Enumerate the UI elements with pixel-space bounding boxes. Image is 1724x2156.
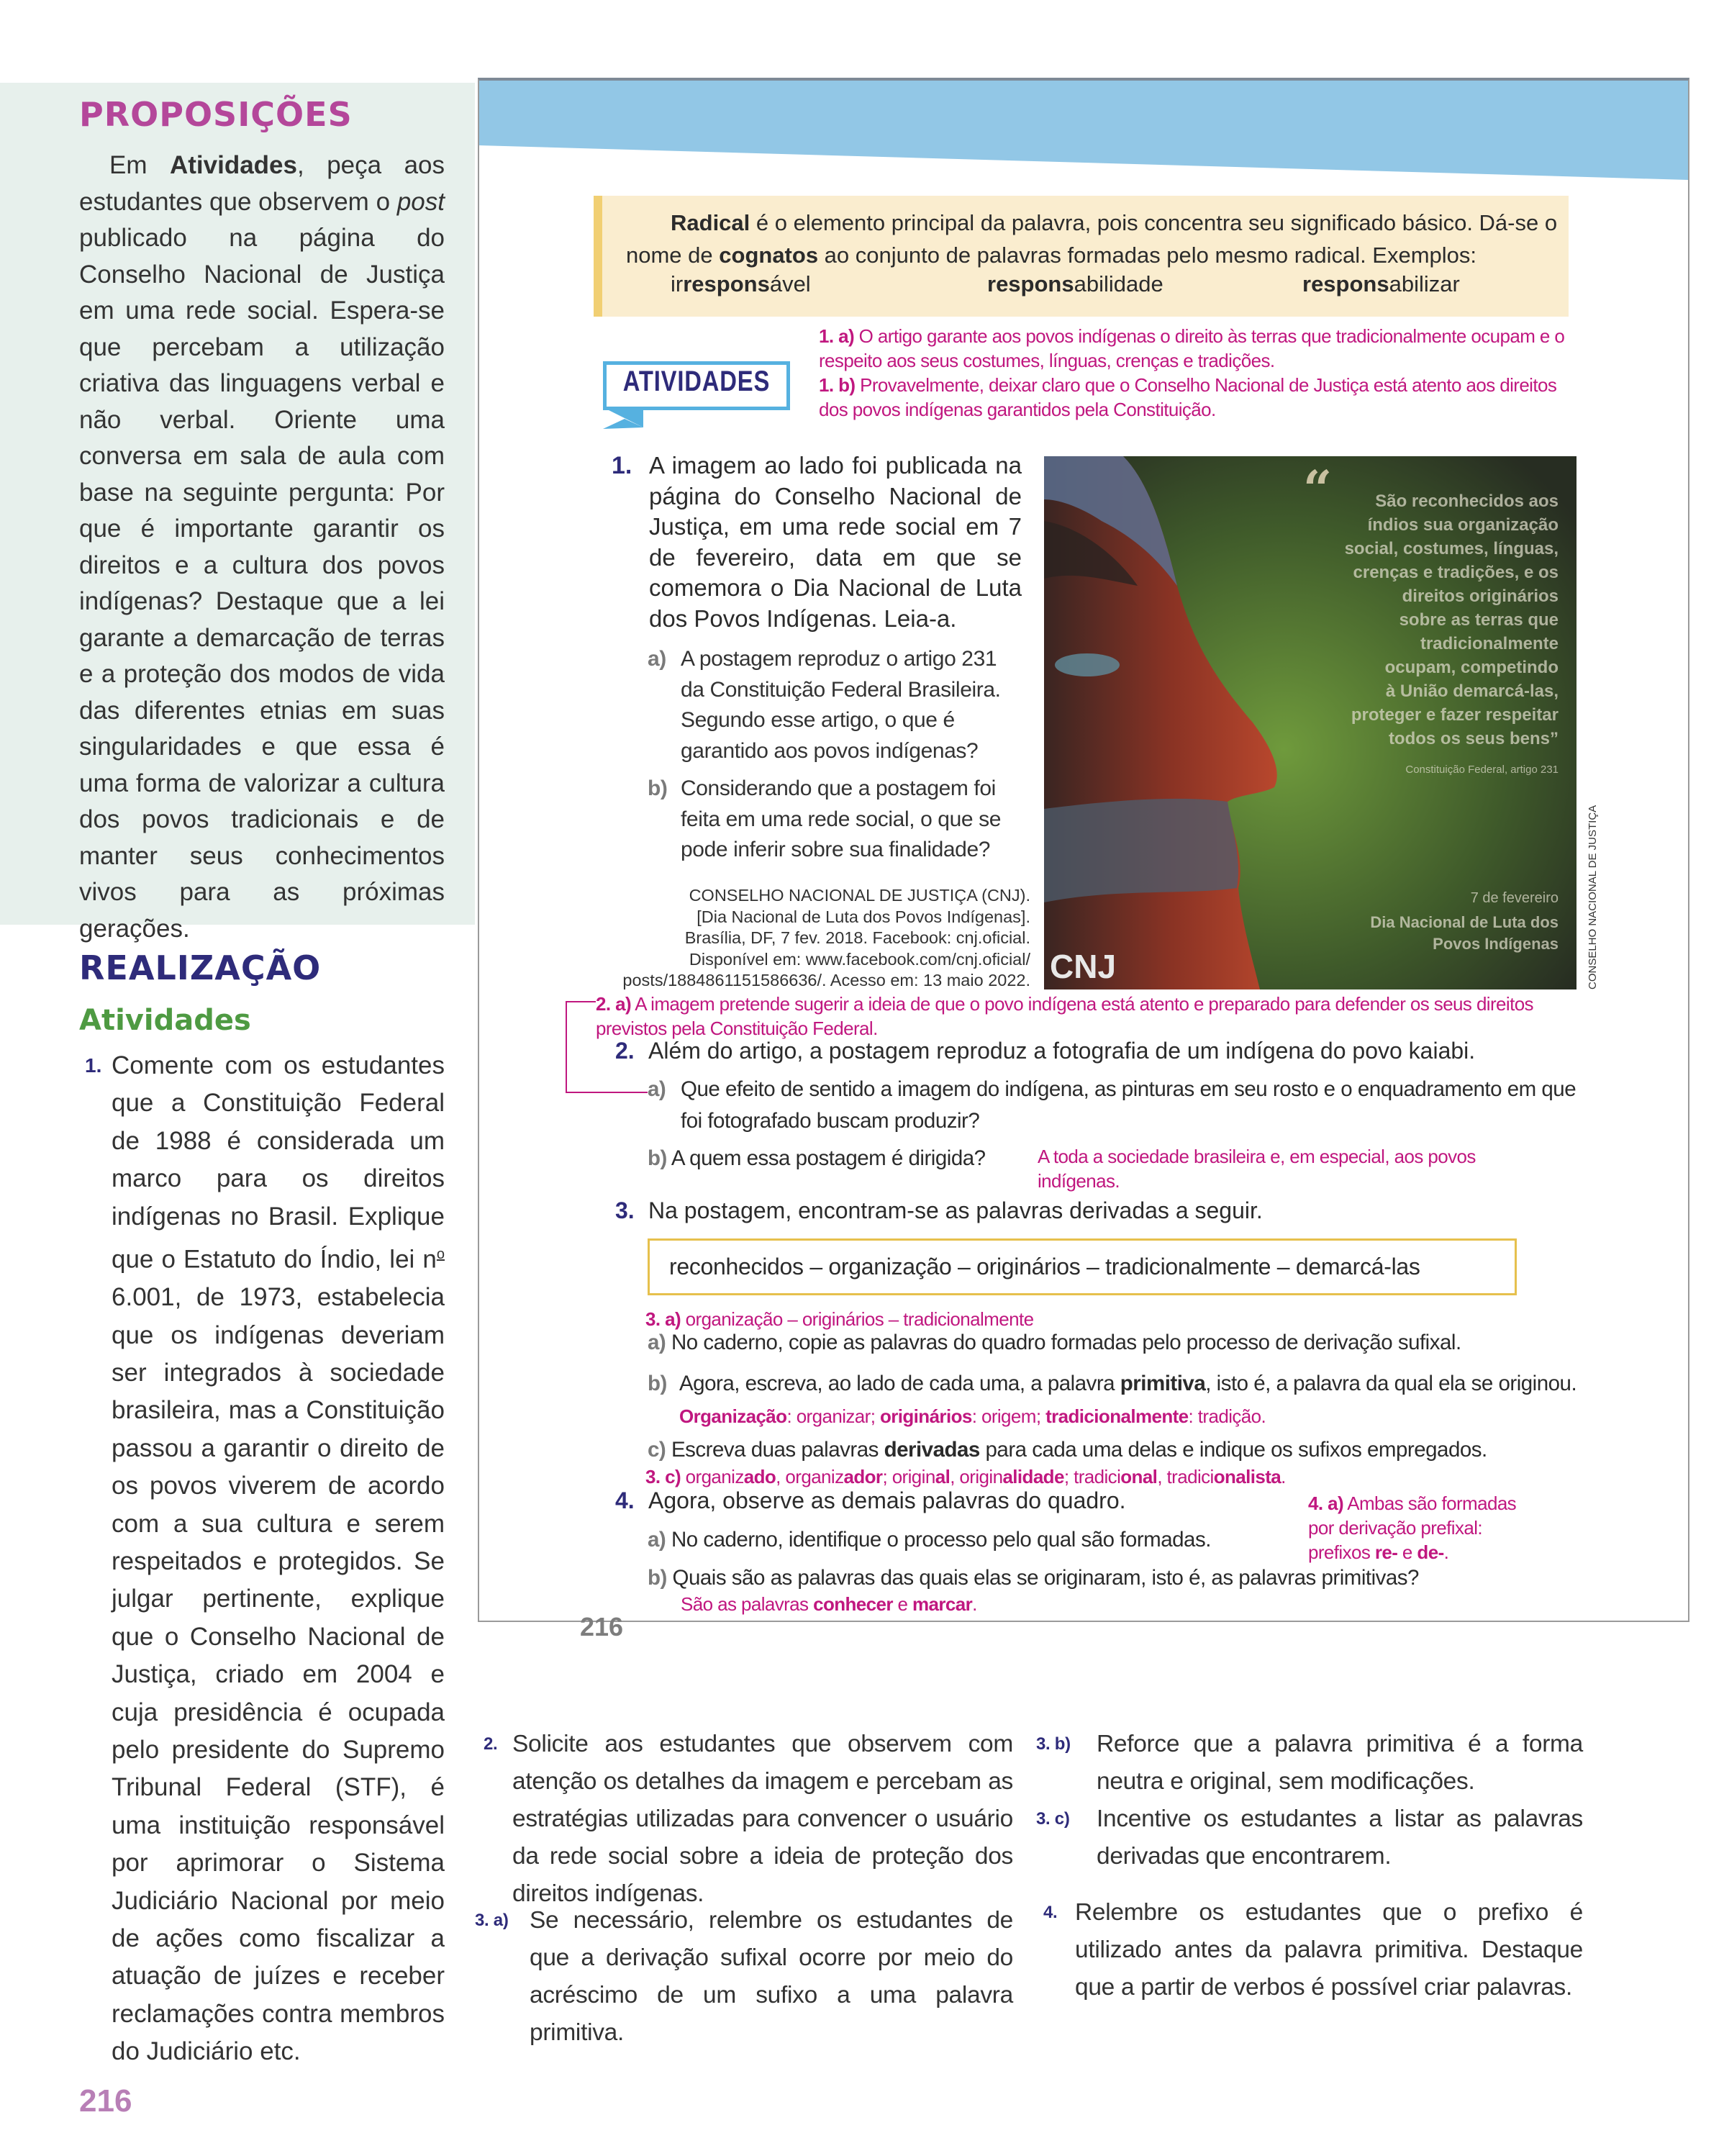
sub-label: a)	[648, 1528, 666, 1552]
quote-line: direitos originários	[1402, 586, 1559, 606]
answer-text: organização – originários – tradicionalmente	[681, 1308, 1034, 1330]
answer-text: : tradição.	[1188, 1405, 1266, 1427]
answer-1a	[819, 324, 1589, 373]
sub-label: b)	[648, 776, 668, 800]
suffix-highlight: ador	[843, 1466, 883, 1487]
suffix: abilizar	[1389, 271, 1460, 296]
quote-line: todos os seus bens”	[1388, 729, 1559, 748]
realizacao-heading: REALIZAÇÃO	[79, 948, 322, 987]
superscript: o	[436, 1246, 445, 1263]
suffix-highlight: alidade	[1002, 1466, 1064, 1487]
note-3a	[475, 1902, 1013, 2052]
answer-bold: tradicionalmente	[1045, 1405, 1189, 1427]
text-run: , isto é, a palavra da qual ela se originou.	[1205, 1372, 1577, 1395]
note-text: Se necessário, relembre os estudantes de que a derivação sufixal ocorre por meio do acréscimo de um sufixo a uma palavra primitiva.	[530, 1907, 1013, 2046]
answer-label: 1. a)	[819, 325, 855, 347]
quote-line: sobre as terras que	[1399, 610, 1559, 630]
text-run: 6.001, de 1973, estabelecia que os indígenas deveriam ser integrados à sociedade brasileira, mas a Constituição passou a garantir o direito de os povos viverem de acordo com a sua cultura e serem respeitados e protegidos. Se julgar pertinente, explique que o Conselho Nacional de Justiça, criado em 2004 e cuja presidência é ocupada pelo presidente do Supremo Tribunal Federal (STF), é uma instituição responsável por aprimorar o Sistema Judiciário Nacional por meio de ações como fiscalizar a atuação de juízes e receber reclamações contra membros do Judiciário etc.	[112, 1283, 445, 2066]
answer-1b	[819, 373, 1589, 422]
concept-text	[626, 207, 1561, 271]
answer-bold: re-	[1374, 1541, 1398, 1563]
quote-source: Constituição Federal, artigo 231	[1405, 764, 1559, 776]
answer-2b: A toda a sociedade brasileira e, em especial, aos povos indígenas.	[1038, 1146, 1476, 1192]
text-run: , peça aos estudantes que observem o	[79, 151, 445, 216]
question-2	[615, 1036, 1594, 1065]
example-word-2	[987, 271, 1163, 297]
note-3c	[1036, 1801, 1583, 1875]
root: respons	[987, 271, 1074, 296]
question-2a	[648, 1074, 1583, 1137]
citation-line: posts/1884861151586636/. Acesso em: 13 maio 2022.	[622, 971, 1030, 989]
question-1a	[648, 644, 1022, 766]
text-bold: primitiva	[1120, 1372, 1206, 1395]
example-word-1	[671, 271, 811, 297]
item-text	[112, 1047, 445, 2071]
note-text: Solicite aos estudantes que observem com atenção os detalhes da imagem e percebam as estratégias utilizadas para convencer o usuário da rede social sobre a ideia de proteção dos direitos indígenas.	[512, 1731, 1013, 1907]
suffix: ável	[769, 271, 811, 296]
header-band-shape	[479, 81, 1688, 180]
term-radical: Radical	[671, 210, 750, 235]
portrait-eye	[1055, 653, 1120, 676]
question-1b	[648, 774, 1022, 866]
suffix-highlight: onalista	[1213, 1466, 1281, 1487]
answer-text: O artigo garante aos povos indígenas o direito às terras que tradicionalmente ocupam e o respeito aos seus costumes, línguas, crenças e tradições.	[819, 325, 1565, 371]
sub-text: No caderno, copie as palavras do quadro formadas pelo processo de derivação sufixal.	[671, 1331, 1461, 1354]
realizacao-item-1	[79, 1047, 445, 2071]
post-date: 7 de fevereiro	[1470, 890, 1559, 906]
answer-3a	[645, 1307, 1033, 1331]
answer-text: : organizar;	[786, 1405, 880, 1427]
answer-4a	[1308, 1491, 1546, 1564]
answer-bold: conhecer	[813, 1593, 893, 1615]
question-number: 1.	[612, 452, 632, 479]
answer-text: .	[972, 1593, 977, 1615]
student-page-number: 216	[580, 1612, 624, 1641]
answer-3c	[645, 1464, 1286, 1489]
quote-line: tradicionalmente	[1420, 634, 1559, 653]
note-label: 3. a)	[475, 1911, 509, 1930]
social-media-post-image	[1044, 456, 1576, 989]
question-3a	[648, 1328, 1597, 1357]
term-cognatos: cognatos	[719, 243, 819, 268]
answer-1	[819, 324, 1589, 422]
answer-text: organiz	[681, 1466, 744, 1487]
suffix-highlight: onal	[1120, 1466, 1158, 1487]
quote-line: crenças e tradições, e os	[1353, 563, 1559, 582]
suffix: abilidade	[1074, 271, 1163, 296]
answer-text: e	[892, 1593, 912, 1615]
citation-line: [Dia Nacional de Luta dos Povos Indígenas].	[697, 907, 1030, 926]
atividades-subheading: Atividades	[79, 1004, 251, 1037]
page-number: 216	[79, 2083, 132, 2119]
quote-line: social, costumes, línguas,	[1344, 539, 1559, 558]
quote-mark-icon: “	[1303, 459, 1333, 519]
post-event: Dia Nacional de Luta dos	[1370, 913, 1559, 931]
quote-line: índios sua organização	[1367, 515, 1559, 535]
answer-text: : origem;	[971, 1405, 1046, 1427]
answer-text: São as palavras	[681, 1593, 814, 1615]
text-bold: derivadas	[884, 1438, 980, 1462]
sub-label: c)	[648, 1438, 666, 1462]
answer-text: , organiz	[776, 1466, 844, 1487]
answer-bold: Organização	[679, 1405, 787, 1427]
sub-label: b)	[648, 1372, 667, 1395]
proposicoes-paragraph	[79, 148, 445, 947]
answer-label: 2. a)	[596, 993, 632, 1015]
question-4	[615, 1486, 1263, 1515]
badge-tail-icon	[603, 407, 646, 432]
word-box-words: reconhecidos – organização – originários – tradicionalmente – demarcá-las	[669, 1254, 1420, 1279]
answer-text: ; tradici	[1063, 1466, 1121, 1487]
cnj-logo: CNJ	[1050, 948, 1117, 985]
question-text: A imagem ao lado foi publicada na página do Conselho Nacional de Justiça, em uma rede social em 7 de fevereiro, data em que se comemora o Dia Nacional de Luta dos Povos Indígenas. Leia-a.	[649, 452, 1022, 632]
question-number: 3.	[615, 1197, 635, 1223]
example-word-3	[1302, 271, 1460, 297]
photo-credit: CONSELHO NACIONAL DE JUSTIÇA	[1587, 805, 1599, 989]
note-4	[1043, 1894, 1583, 2006]
answer-text: .	[1443, 1541, 1449, 1563]
text-run: Agora, escreva, ao lado de cada uma, a palavra	[679, 1372, 1120, 1395]
answer-4b	[681, 1592, 977, 1616]
answer-text: , origin	[950, 1466, 1003, 1487]
atividades-badge-label: ATIVIDADES	[622, 366, 771, 397]
answer-bold: originários	[879, 1405, 972, 1427]
quote-line: proteger e fazer respeitar	[1351, 705, 1559, 725]
header-band	[479, 81, 1688, 185]
sub-text: No caderno, identifique o processo pelo qual são formadas.	[671, 1528, 1211, 1552]
text-run: ao conjunto de palavras formadas pelo mesmo radical. Exemplos:	[818, 243, 1477, 268]
note-3b	[1036, 1726, 1583, 1801]
question-3	[615, 1196, 1594, 1225]
note-text: Reforce que a palavra primitiva é a forma neutra e original, sem modificações.	[1097, 1731, 1583, 1795]
sub-text: Que efeito de sentido a imagem do indígena, as pinturas em seu rosto e o enquadramento em que foi fotografado buscam produzir?	[681, 1077, 1576, 1133]
root: respons	[683, 271, 770, 296]
question-3c	[648, 1436, 1597, 1464]
answer-text: Ambas são formadas por derivação prefixal: prefixos	[1308, 1493, 1517, 1563]
concept-box-corner	[1561, 284, 1571, 317]
answer-text: , tradici	[1157, 1466, 1214, 1487]
sub-label: b)	[648, 1566, 667, 1590]
post-event: Povos Indígenas	[1433, 935, 1559, 953]
sub-text: A quem essa postagem é dirigida?	[671, 1146, 986, 1170]
answer-label: 1. b)	[819, 374, 856, 396]
question-number: 4.	[615, 1487, 635, 1513]
sub-label: a)	[648, 1077, 666, 1101]
sub-label: a)	[648, 647, 666, 671]
answer-label: 4. a)	[1308, 1493, 1344, 1514]
note-label: 3. c)	[1036, 1809, 1070, 1829]
note-text: Relembre os estudantes que o prefixo é utilizado antes da palavra primitiva. Destaque que a partir de verbos é possível criar palavras.	[1075, 1899, 1583, 2001]
answer-text: .	[1281, 1466, 1286, 1487]
note-label: 3. b)	[1036, 1734, 1071, 1754]
quote-line: ocupam, competindo	[1384, 658, 1559, 677]
answer-bold: de-	[1417, 1541, 1444, 1563]
citation-line: Disponível em: www.facebook.com/cnj.oficial/	[689, 949, 1030, 969]
question-text: Além do artigo, a postagem reproduz a fotografia de um indígena do povo kaiabi.	[648, 1038, 1476, 1064]
sub-text: Considerando que a postagem foi feita em uma rede social, o que se pode inferir sobre sua finalidade?	[681, 776, 1001, 861]
answer-text: A imagem pretende sugerir a ideia de que o povo indígena está atento e preparado para defender os seus direitos previstos pela Constituição Federal.	[596, 993, 1533, 1039]
answer-bold: marcar	[912, 1593, 973, 1615]
answer-3b	[679, 1405, 1266, 1427]
text-run: é o elemento principal da palavra, pois concentra seu significado básico. Dá-se o nome de	[626, 210, 1558, 268]
citation-line: Brasília, DF, 7 fev. 2018. Facebook: cnj.oficial.	[684, 928, 1030, 947]
root: respons	[1302, 271, 1389, 296]
note-label: 4.	[1043, 1903, 1058, 1922]
text-run: Em	[109, 151, 170, 179]
question-text: Na postagem, encontram-se as palavras derivadas a seguir.	[648, 1197, 1263, 1223]
citation-line: CONSELHO NACIONAL DE JUSTIÇA (CNJ).	[689, 886, 1030, 905]
question-4b	[648, 1564, 1597, 1593]
answer-2a	[596, 992, 1589, 1041]
note-text: Incentive os estudantes a listar as palavras derivadas que encontrarem.	[1097, 1806, 1583, 1870]
item-number: 1.	[85, 1054, 102, 1077]
question-4a	[648, 1526, 1295, 1554]
note-label: 2.	[484, 1734, 498, 1754]
text-run: Escreva duas palavras	[671, 1438, 884, 1462]
portrait-mouth-area	[1044, 799, 1238, 902]
answer-label: 3. a)	[645, 1308, 681, 1330]
answer-text: Provavelmente, deixar claro que o Conselho Nacional de Justiça está atento aos direitos dos povos indígenas garantidos pela Constituição.	[819, 374, 1557, 420]
answer-text: ; origin	[882, 1466, 935, 1487]
quote-line: à União demarcá-las,	[1385, 681, 1559, 701]
question-text: Agora, observe as demais palavras do quadro.	[648, 1487, 1126, 1513]
text-run: publicado na página do Conselho Nacional de Justiça em uma rede social. Espera-se que percebam a utilização criativa das linguagens verbal e não verbal. Oriente uma conversa em sala de aula com base na seguinte pergunta: Por que é importante garantir os direitos e a cultura dos povos indígenas? Destaque que a lei garante a demarcação de terras e a proteção dos modos de vida das diferentes etnias em suas singularidades e que essa é uma forma de valorizar a cultura dos povos tradicionais e de manter seus conhecimentos vivos para as próximas gerações.	[79, 224, 445, 943]
answer-text: e	[1397, 1541, 1417, 1563]
answer-label: 3. c)	[645, 1466, 681, 1487]
text-bold: Atividades	[169, 151, 297, 179]
note-2	[484, 1726, 1013, 1913]
proposicoes-heading: PROPOSIÇÕES	[79, 95, 353, 134]
text-italic: post	[396, 187, 445, 216]
text-run: para cada uma delas e indique os sufixos empregados.	[979, 1438, 1487, 1462]
question-number: 2.	[615, 1038, 635, 1064]
suffix-highlight: ado	[743, 1466, 776, 1487]
quote-line: São reconhecidos aos	[1375, 492, 1559, 511]
text-run: Comente com os estudantes que a Constituição Federal de 1988 é considerada um marco para os direitos indígenas no Brasil. Explique que o Estatuto do Índio, lei n	[112, 1051, 445, 1274]
answer-text	[681, 1466, 1286, 1487]
question-1	[612, 450, 1022, 634]
sub-text: A postagem reproduz o artigo 231 da Constituição Federal Brasileira. Segundo esse artigo, o que é garantido aos povos indígenas?	[681, 647, 1001, 763]
sub-label: b)	[648, 1146, 667, 1170]
sub-label: a)	[648, 1331, 666, 1354]
suffix-highlight: al	[935, 1466, 951, 1487]
prefix: ir	[671, 271, 684, 296]
question-3b	[648, 1367, 1590, 1433]
sub-text: Quais são as palavras das quais elas se originaram, isto é, as palavras primitivas?	[672, 1566, 1419, 1590]
source-citation	[619, 885, 1030, 992]
